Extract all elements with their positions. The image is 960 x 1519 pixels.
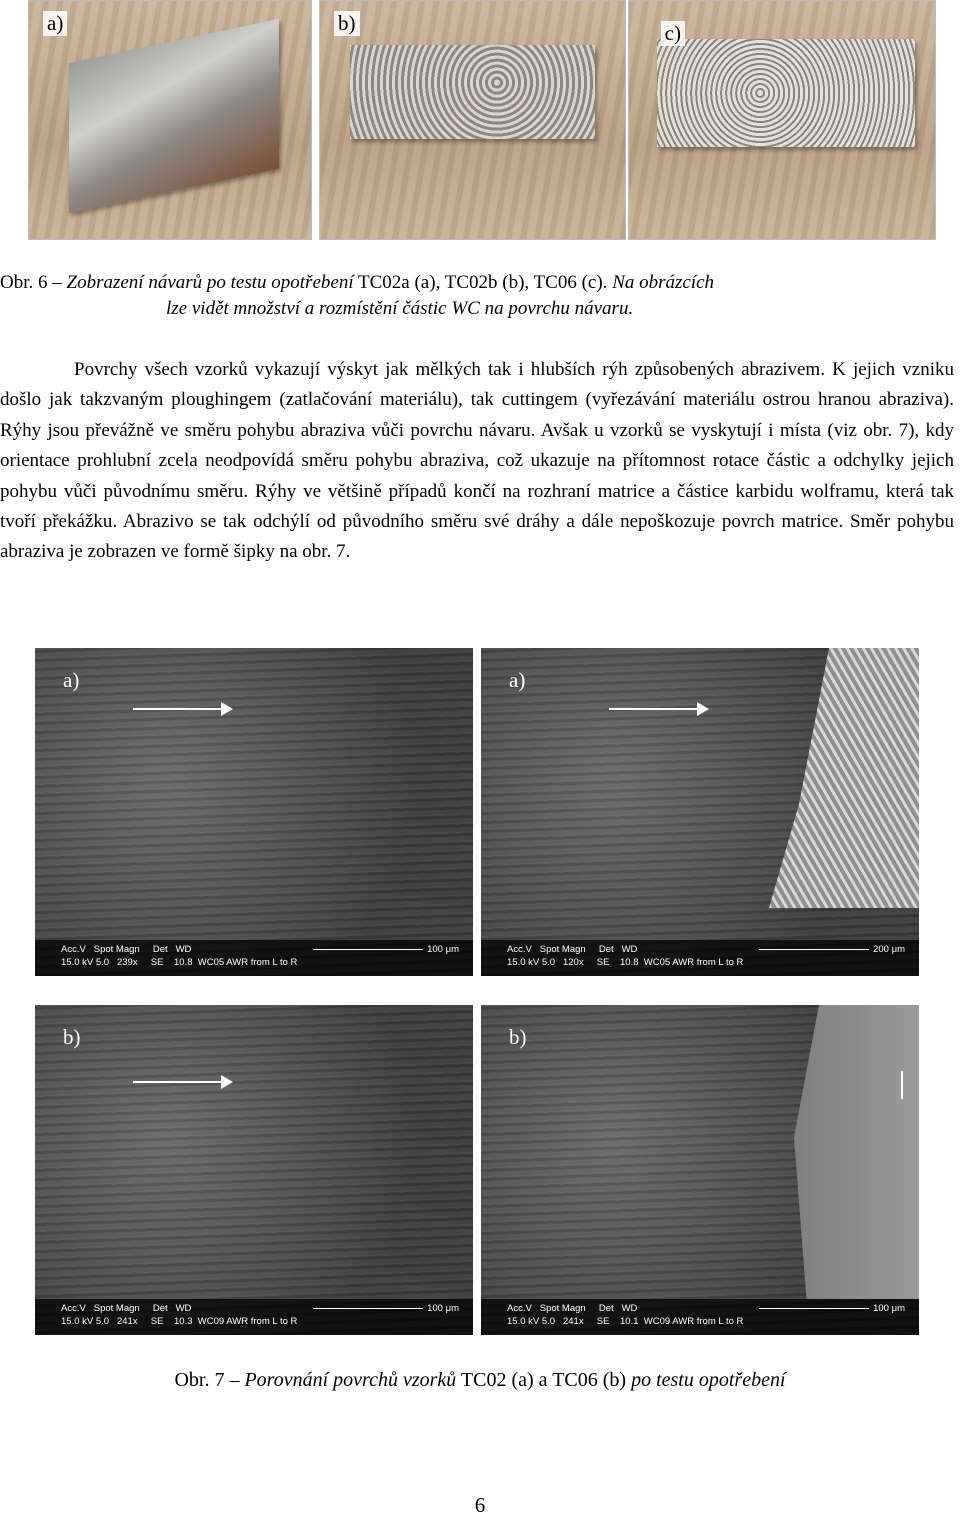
photo-sample-a [28, 0, 312, 240]
body-paragraph-text: Povrchy všech vzorků vykazují výskyt jak mělkých tak i hlubších rýh způsobených abrazivem. K jejich vzniku došlo jak takzvaným ploughingem (zatlačování materiálu), tak cuttingem (vyřezávání materiálu ostrou hranou abraziva). Rýhy jsou převážně ve směru pohybu abraziva vůči povrchu návaru. Avšak u vzorků se vyskytují i místa (viz obr. 7), kdy orientace prohlubní zcela neodpovídá směru pohybu abraziva, což ukazuje na přítomnost rotace částic a odchylky jejich pohybu vůči původnímu směru. Rýhy ve většině případů končí na rozhraní matrice a částice karbidu wolframu, která tak tvoří překážku. Abrazivo se tak odchýlí od původního směru své dráhy a dále nepoškozuje povrch matrice. Směr pohybu abraziva je zobrazen ve formě šipky na obr. 7. [0, 359, 954, 563]
figure7-caption-number: Obr. 7 – [174, 1369, 245, 1391]
figure7-caption-title1: Porovnání povrchů vzorků [244, 1369, 457, 1391]
sample-block-a [69, 19, 279, 214]
photo-sample-b [319, 0, 626, 240]
body-paragraph [0, 355, 954, 568]
panel-label-a: a) [43, 11, 67, 36]
figure6-caption-line1 [0, 270, 960, 296]
scale-label: 100 μm [873, 1303, 905, 1314]
figure6-caption-number: Obr. 6 – [0, 272, 67, 293]
scale-bar [313, 949, 423, 950]
figure7-caption-title2: po testu opotřebení [631, 1369, 786, 1391]
motion-arrow-icon [133, 1081, 223, 1083]
sem-label-b-left: b) [63, 1025, 81, 1049]
motion-arrow-icon [133, 708, 223, 710]
sem-databar: Acc.V Spot Magn Det WD 15.0 kV 5.0 241x SE 10.1 WC09 AWR from L to R 100 μm [481, 1299, 919, 1335]
figure6-caption-samples: TC02a (a), TC02b (b), TC06 (c). [353, 272, 613, 293]
scale-label: 200 μm [873, 944, 905, 955]
panel-label-b: b) [334, 11, 360, 36]
figure7-caption [0, 1367, 960, 1393]
sem-image-b-right [481, 1005, 919, 1335]
wc-particle [769, 648, 919, 908]
photo-sample-c [628, 0, 936, 240]
sem-label-a-right: a) [509, 668, 526, 692]
figure6-caption [0, 270, 960, 322]
panel-label-c: c) [661, 21, 685, 46]
sem-image-b-left [35, 1005, 473, 1335]
figure6-caption-title2: Na obrázcích [612, 272, 715, 293]
figure6-caption-title1: Zobrazení návarů po testu opotřebení [66, 272, 354, 293]
scale-label: 100 μm [427, 1303, 459, 1314]
scale-label: 100 μm [427, 944, 459, 955]
sem-label-b-right: b) [509, 1025, 527, 1049]
sem-image-a-left [35, 648, 473, 976]
motion-arrow-icon [609, 708, 699, 710]
motion-arrow-icon [901, 1071, 903, 1099]
sample-block-b [350, 45, 595, 139]
figure7-caption-samples: TC02 (a) a TC06 (b) [456, 1369, 632, 1391]
sem-databar: Acc.V Spot Magn Det WD 15.0 kV 5.0 239x SE 10.8 WC05 AWR from L to R 100 μm [35, 940, 473, 976]
figure6-caption-line2: lze vidět množství a rozmístění částic WC na povrchu návaru. [166, 298, 634, 319]
scale-bar [759, 1308, 869, 1309]
sem-image-a-right [481, 648, 919, 976]
scale-bar [313, 1308, 423, 1309]
sample-block-c [657, 39, 915, 147]
sem-databar: Acc.V Spot Magn Det WD 15.0 kV 5.0 241x SE 10.3 WC09 AWR from L to R 100 μm [35, 1299, 473, 1335]
sem-label-a-left: a) [63, 668, 80, 692]
page-number: 6 [474, 1493, 486, 1517]
scale-bar [759, 949, 869, 950]
wc-particle [794, 1005, 919, 1299]
sem-databar: Acc.V Spot Magn Det WD 15.0 kV 5.0 120x SE 10.8 WC05 AWR from L to R 200 μm [481, 940, 919, 976]
